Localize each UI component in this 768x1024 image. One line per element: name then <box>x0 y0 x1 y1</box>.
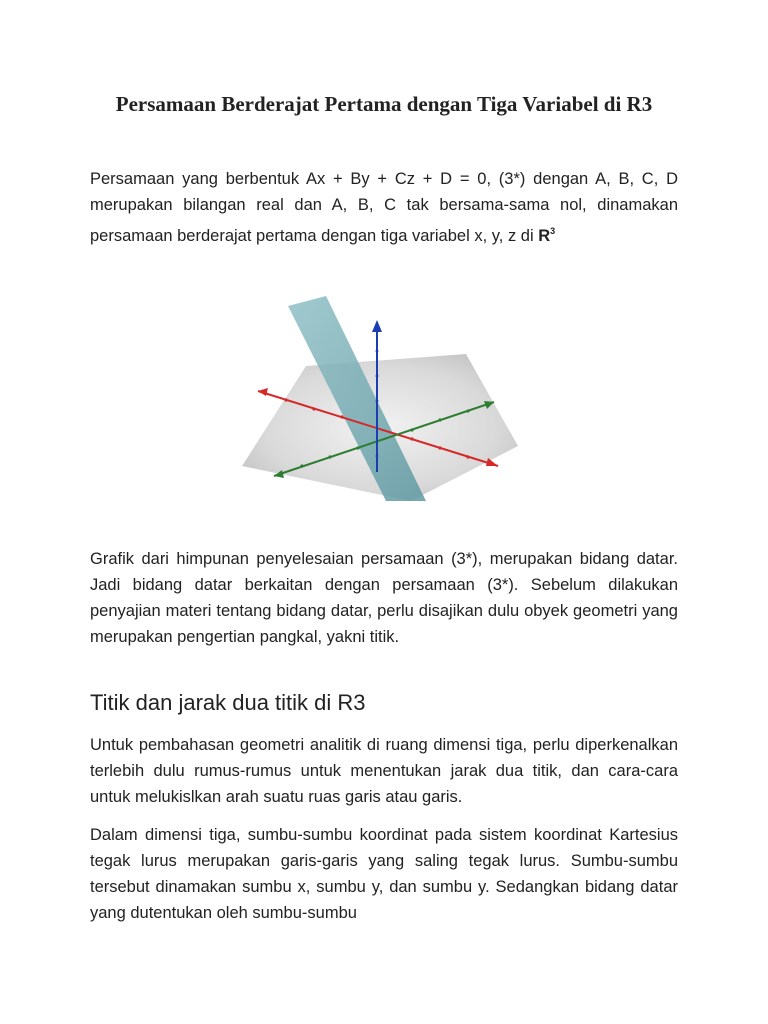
section-heading: Titik dan jarak dua titik di R3 <box>90 690 366 715</box>
intro-text: Persamaan yang berbentuk Ax + By + Cz + D = 0, (3*) dengan A, B, C, D merupakan bilangan real dan A, B, C tak bersama-sama nol, dinamakan persamaan berderajat pertama dengan tiga variabel x, y, z di <box>90 170 678 245</box>
paragraph-2: Grafik dari himpunan penyelesaian persamaan (3*), merupakan bidang datar. Jadi bidang datar berkaitan dengan persamaan (3*). Sebelum dilakukan penyajian materi tentang bidang datar, perlu disajikan dulu obyek geometri yang merupakan pengertian pangkal, yakni titik. <box>90 550 678 646</box>
r3-symbol: $R^3$ <box>538 226 556 245</box>
intro-paragraph <box>90 166 678 249</box>
paragraph-4: Dalam dimensi tiga, sumbu-sumbu koordinat pada sistem koordinat Kartesius tegak lurus merupakan garis-garis yang saling tegak lurus. Sumbu-sumbu tersebut dinamakan sumbu x, sumbu y, dan sumbu y. Sedangkan bidang datar yang dutentukan oleh sumbu-sumbu <box>90 826 678 922</box>
paragraph-3: Untuk pembahasan geometri analitik di ruang dimensi tiga, perlu diperkenalkan terlebih dulu rumus-rumus untuk menentukan jarak dua titik, dan cara-cara untuk melukislkan arah suatu ruas garis atau garis. <box>90 736 678 806</box>
page-title: Persamaan Berderajat Pertama dengan Tiga Variabel di R3 <box>115 92 653 116</box>
3d-plane-figure <box>236 296 520 506</box>
z-axis-arrow <box>372 320 382 332</box>
plane-graph <box>236 296 520 506</box>
